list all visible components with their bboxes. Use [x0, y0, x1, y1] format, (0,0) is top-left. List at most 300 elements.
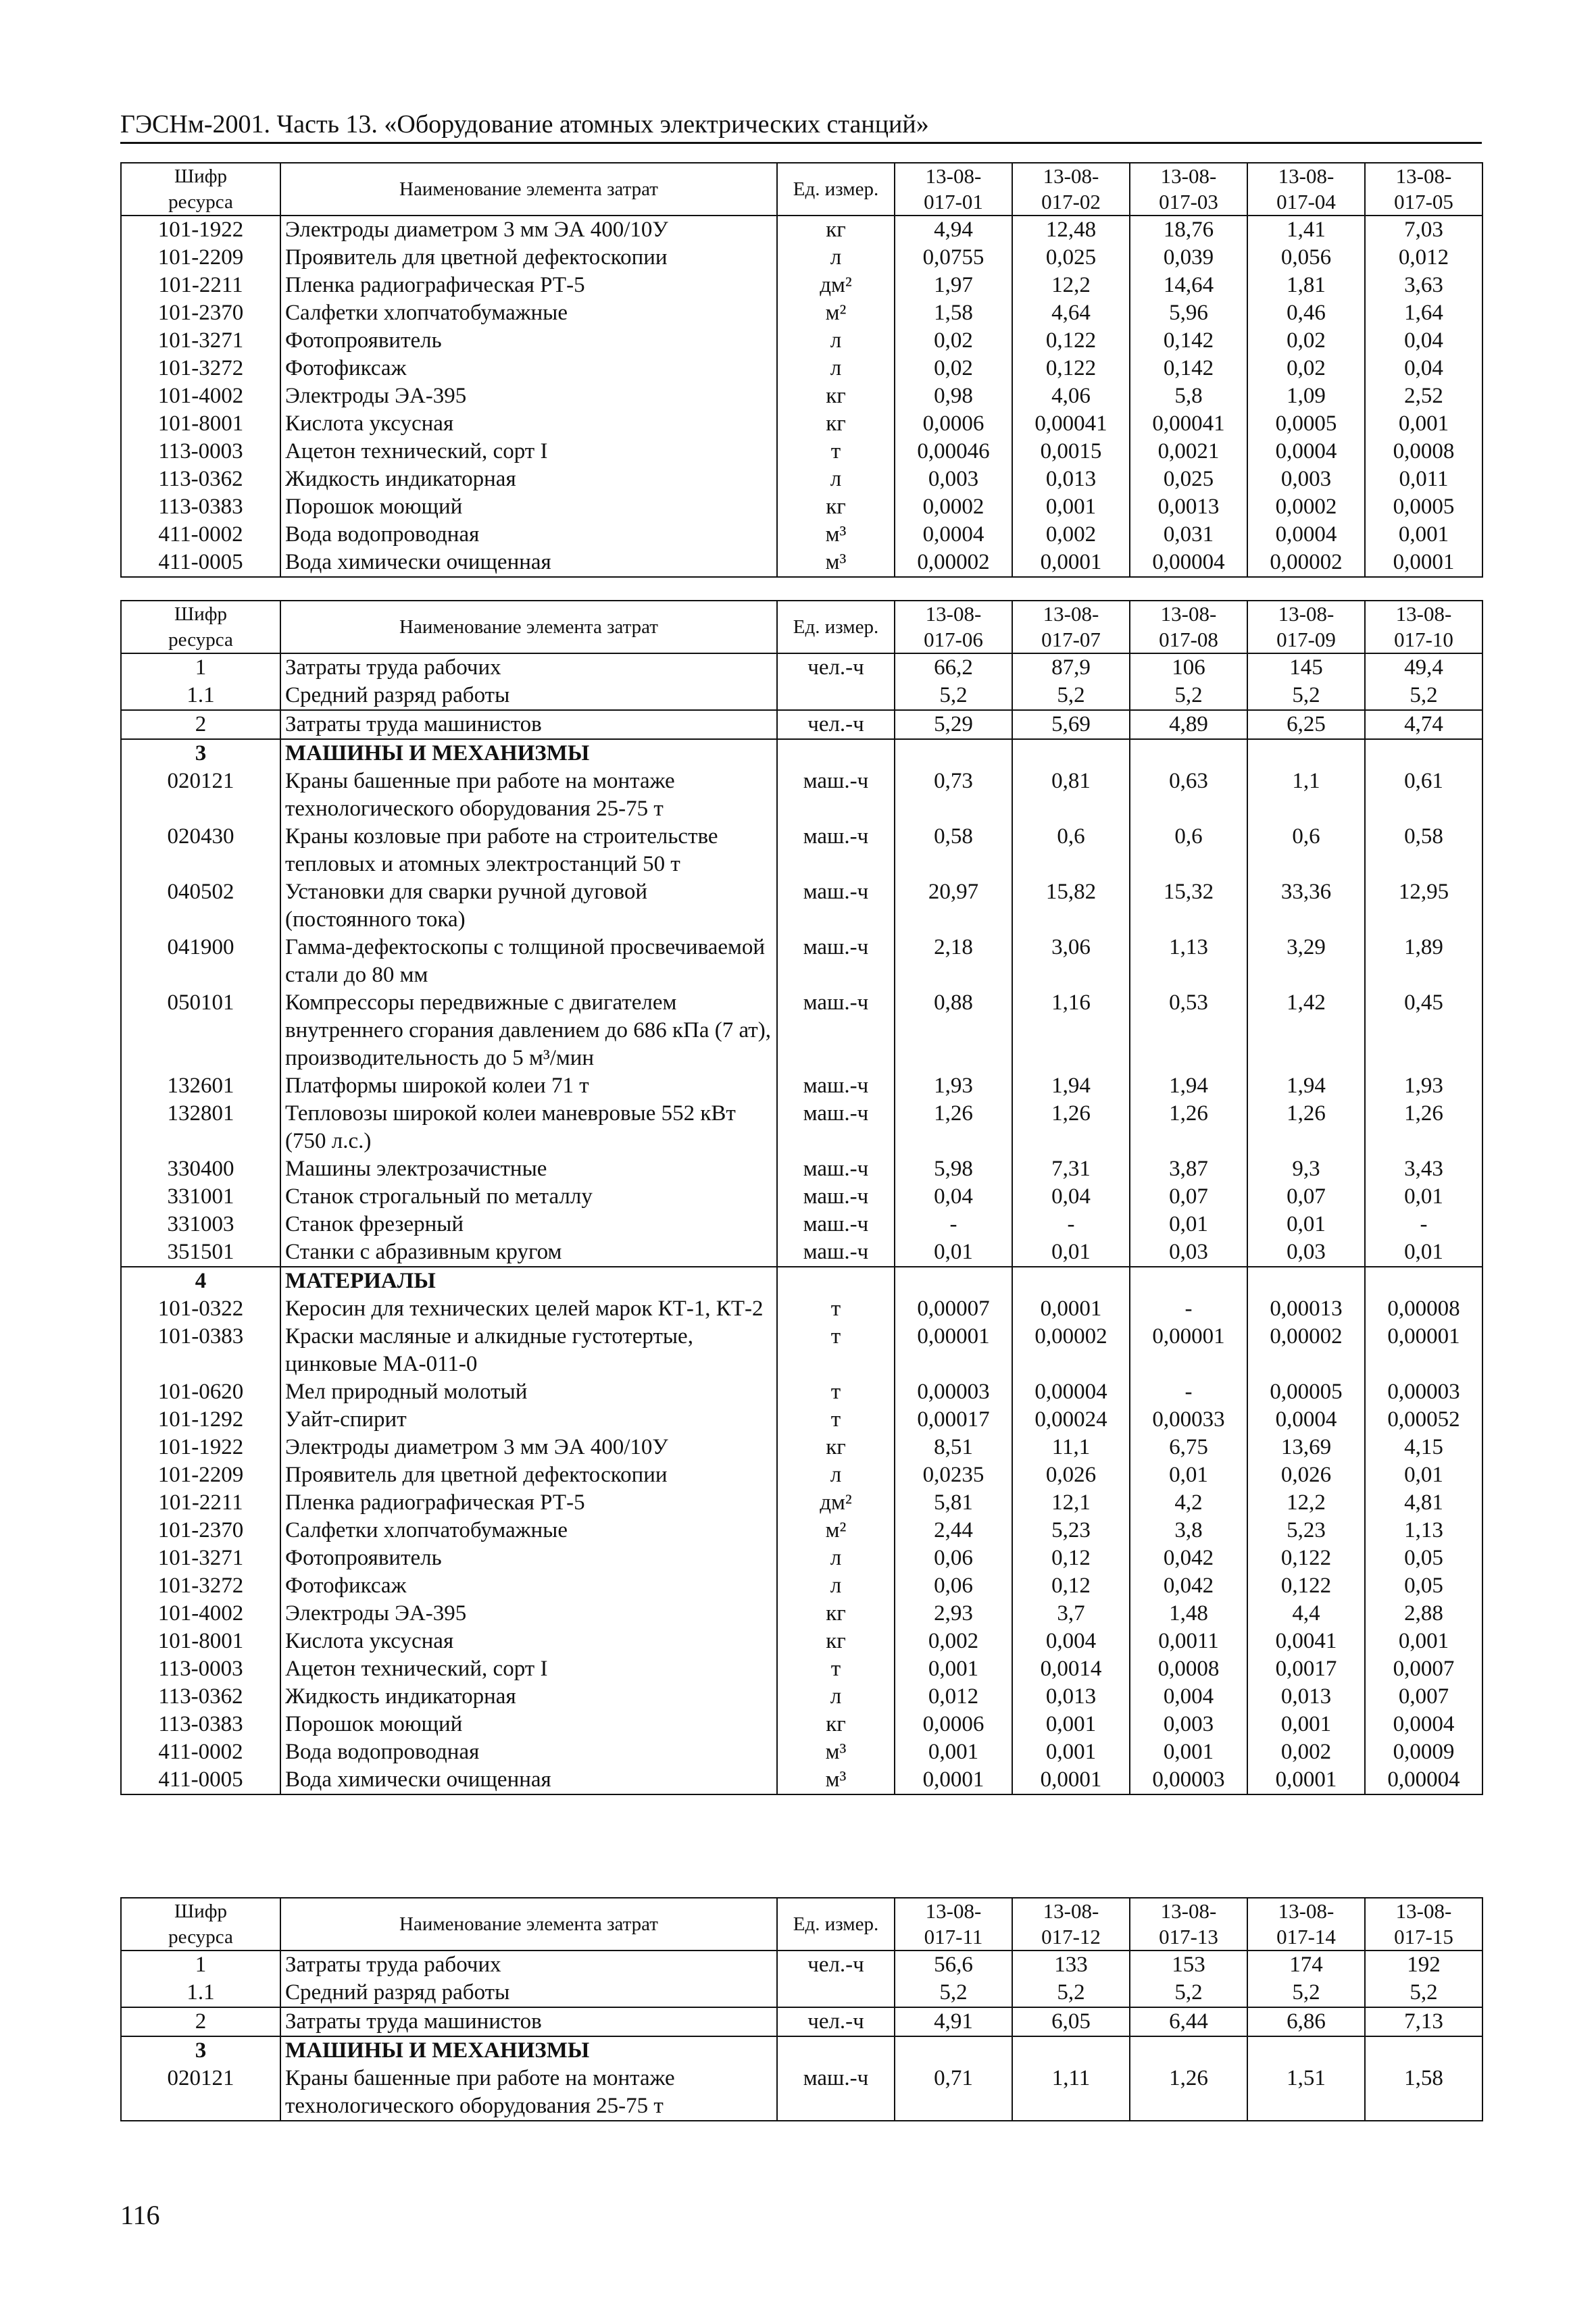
norm-value: 0,6 [1012, 823, 1130, 878]
norm-header-line1: 13-08- [1278, 1899, 1335, 1923]
norm-header-line2: 017-05 [1394, 190, 1453, 213]
norm-value: 0,0007 [1365, 1655, 1482, 1683]
norm-value: 7,31 [1012, 1155, 1130, 1183]
resource-code: 101-2211 [121, 272, 280, 299]
norm-column-header [1012, 1898, 1130, 1951]
cost-element-name: Электроды диаметром 3 мм ЭА 400/10У [280, 216, 777, 244]
norm-header-line2: 017-13 [1159, 1925, 1218, 1948]
unit-of-measure: маш.-ч [777, 1211, 895, 1238]
norm-value: 0,00003 [895, 1378, 1012, 1406]
norm-value [1365, 1267, 1482, 1295]
norm-value: 5,2 [1247, 1979, 1365, 2007]
unit-of-measure: маш.-ч [777, 768, 895, 823]
norm-value: 0,001 [1247, 1711, 1365, 1738]
norm-value: 0,0001 [1365, 549, 1482, 577]
unit-of-measure: маш.-ч [777, 1072, 895, 1100]
norm-value: 0,88 [895, 989, 1012, 1072]
norm-value: 0,007 [1365, 1683, 1482, 1711]
norm-value: 0,06 [895, 1572, 1012, 1600]
resource-code: 113-0003 [121, 1655, 280, 1683]
norm-value: 3,29 [1247, 934, 1365, 989]
norm-value: 1,16 [1012, 989, 1130, 1072]
norm-value: 174 [1247, 1951, 1365, 1979]
norm-value: 0,001 [1012, 493, 1130, 521]
code-header-line1: Шифр [174, 1901, 228, 1922]
norm-value: 1,26 [1130, 2065, 1247, 2121]
norm-value: 0,01 [1365, 1461, 1482, 1489]
table-row [121, 1489, 1482, 1517]
norm-value: 6,05 [1012, 2007, 1130, 2036]
norm-value: 0,0755 [895, 244, 1012, 272]
unit-column-header: Ед. измер. [777, 601, 895, 653]
resource-code: 113-0362 [121, 1683, 280, 1711]
cost-element-name: Компрессоры передвижные с двигателем внутреннего сгорания давлением до 686 кПа (7 ат), производительность до 5 м³/мин [280, 989, 777, 1072]
norm-value [1012, 2036, 1130, 2065]
norm-column-header [1247, 1898, 1365, 1951]
cost-element-name: Установки для сварки ручной дуговой (постоянного тока) [280, 878, 777, 934]
norm-value: 0,00041 [1130, 410, 1247, 438]
cost-element-name: Затраты труда машинистов [280, 2007, 777, 2036]
cost-element-name: Электроды ЭА-395 [280, 382, 777, 410]
norm-value: 192 [1365, 1951, 1482, 1979]
table-row [121, 1238, 1482, 1267]
norm-value: 0,00002 [1247, 1323, 1365, 1378]
table-row [121, 934, 1482, 989]
norm-header-line2: 017-15 [1394, 1925, 1453, 1948]
resource-code: 1 [121, 653, 280, 682]
norm-value: 5,2 [1365, 1979, 1482, 2007]
unit-of-measure: т [777, 1406, 895, 1434]
resource-code: 3 [121, 739, 280, 768]
resource-code: 1.1 [121, 1979, 280, 2007]
resource-code: 411-0005 [121, 1766, 280, 1794]
norm-value: 1,13 [1130, 934, 1247, 989]
cost-element-name: Фотопроявитель [280, 327, 777, 355]
norm-value: 12,1 [1012, 1489, 1130, 1517]
norm-value: 12,2 [1247, 1489, 1365, 1517]
table-row [121, 1711, 1482, 1738]
unit-of-measure: т [777, 438, 895, 466]
norm-value: 5,2 [1130, 1979, 1247, 2007]
norm-value: 5,81 [895, 1489, 1012, 1517]
norm-value: 0,0006 [895, 410, 1012, 438]
norm-value: 5,2 [1130, 682, 1247, 710]
resource-code: 113-0383 [121, 493, 280, 521]
resource-code: 113-0003 [121, 438, 280, 466]
cost-element-name: Затраты труда машинистов [280, 710, 777, 739]
norm-value: 0,73 [895, 768, 1012, 823]
norm-value: 7,03 [1365, 216, 1482, 244]
cost-element-name: Ацетон технический, сорт I [280, 1655, 777, 1683]
norm-value: 4,91 [895, 2007, 1012, 2036]
norm-column-header [1247, 601, 1365, 653]
unit-of-measure: маш.-ч [777, 2065, 895, 2121]
unit-of-measure [777, 682, 895, 710]
norm-value: 0,0001 [1012, 1766, 1130, 1794]
table-row [121, 1461, 1482, 1489]
norm-value: 0,00013 [1247, 1295, 1365, 1323]
norm-value: 0,0005 [1247, 410, 1365, 438]
norm-value: 2,88 [1365, 1600, 1482, 1628]
norm-value [1012, 1267, 1130, 1295]
norm-value: 0,01 [895, 1238, 1012, 1267]
norm-value: 6,75 [1130, 1434, 1247, 1461]
norm-header-line1: 13-08- [1043, 164, 1099, 188]
norm-value: 0,003 [895, 466, 1012, 493]
resource-code: 101-4002 [121, 382, 280, 410]
code-header-line1: Шифр [174, 603, 228, 625]
resource-code: 101-3271 [121, 1544, 280, 1572]
norm-value: 0,00008 [1365, 1295, 1482, 1323]
norm-value: 0,056 [1247, 244, 1365, 272]
norm-value: 0,58 [895, 823, 1012, 878]
norm-value: 0,002 [895, 1628, 1012, 1655]
norm-value: 12,48 [1012, 216, 1130, 244]
unit-of-measure: т [777, 1378, 895, 1406]
norm-value: 1,09 [1247, 382, 1365, 410]
norm-value: 0,031 [1130, 521, 1247, 549]
norms-table [120, 600, 1483, 1795]
norm-value: 0,0017 [1247, 1655, 1365, 1683]
code-column-header [121, 601, 280, 653]
norm-value: 4,94 [895, 216, 1012, 244]
norm-value: 0,00002 [895, 549, 1012, 577]
unit-of-measure: т [777, 1295, 895, 1323]
norm-value: 0,0011 [1130, 1628, 1247, 1655]
norm-value: 1,26 [895, 1100, 1012, 1155]
norm-value: 4,4 [1247, 1600, 1365, 1628]
norm-column-header [1247, 163, 1365, 216]
norm-value: 3,87 [1130, 1155, 1247, 1183]
table-row [121, 1628, 1482, 1655]
cost-element-name: МАШИНЫ И МЕХАНИЗМЫ [280, 739, 777, 768]
resource-code: 101-8001 [121, 1628, 280, 1655]
resource-code: 101-2211 [121, 1489, 280, 1517]
norm-value: 15,32 [1130, 878, 1247, 934]
unit-of-measure: л [777, 1572, 895, 1600]
code-header-line2: ресурса [168, 629, 233, 651]
table-row [121, 989, 1482, 1072]
norm-value: 0,58 [1365, 823, 1482, 878]
norm-column-header [895, 601, 1012, 653]
norm-value: 1,26 [1247, 1100, 1365, 1155]
cost-element-name: Вода химически очищенная [280, 549, 777, 577]
norm-header-line2: 017-11 [924, 1925, 983, 1948]
norm-header-line1: 13-08- [1160, 602, 1217, 626]
norm-value: 0,013 [1012, 466, 1130, 493]
norm-header-line1: 13-08- [1278, 602, 1335, 626]
norm-value: 0,02 [1247, 355, 1365, 382]
resource-table-2 [120, 600, 1482, 1795]
name-column-header: Наименование элемента затрат [280, 601, 777, 653]
unit-of-measure: маш.-ч [777, 934, 895, 989]
table-row [121, 1155, 1482, 1183]
table-row [121, 1544, 1482, 1572]
norm-value: 0,002 [1012, 521, 1130, 549]
norm-value: 0,0009 [1365, 1738, 1482, 1766]
unit-of-measure: т [777, 1655, 895, 1683]
resource-code: 132801 [121, 1100, 280, 1155]
norm-value: 1,48 [1130, 1600, 1247, 1628]
norm-value: - [1130, 1295, 1247, 1323]
unit-column-header: Ед. измер. [777, 1898, 895, 1951]
norm-value: 0,122 [1247, 1572, 1365, 1600]
norm-value: 2,18 [895, 934, 1012, 989]
table-row [121, 410, 1482, 438]
norm-value: 153 [1130, 1951, 1247, 1979]
unit-of-measure: дм² [777, 1489, 895, 1517]
norm-value: 0,0014 [1012, 1655, 1130, 1683]
norm-header-line1: 13-08- [1395, 1899, 1452, 1923]
table-row [121, 739, 1482, 768]
norm-value: 0,039 [1130, 244, 1247, 272]
norm-value: 0,0004 [1247, 438, 1365, 466]
norm-value: 0,01 [1247, 1211, 1365, 1238]
unit-of-measure: маш.-ч [777, 823, 895, 878]
cost-element-name: Станок фрезерный [280, 1211, 777, 1238]
unit-of-measure: маш.-ч [777, 1155, 895, 1183]
norm-value: 0,0002 [895, 493, 1012, 521]
norm-value: 0,0004 [1365, 1711, 1482, 1738]
resource-table-1 [120, 162, 1482, 578]
table-row [121, 1683, 1482, 1711]
table-row [121, 1600, 1482, 1628]
norm-header-line2: 017-14 [1276, 1925, 1336, 1948]
resource-code: 411-0005 [121, 549, 280, 577]
norm-value [1130, 1267, 1247, 1295]
table-row [121, 1766, 1482, 1794]
norm-value: 1,93 [895, 1072, 1012, 1100]
norm-value: 0,0002 [1247, 493, 1365, 521]
norm-value: 4,2 [1130, 1489, 1247, 1517]
norm-column-header [1365, 163, 1482, 216]
norm-value: 4,81 [1365, 1489, 1482, 1517]
cost-element-name: Салфетки хлопчатобумажные [280, 1517, 777, 1544]
norm-value: 0,001 [895, 1655, 1012, 1683]
norm-header-line1: 13-08- [1043, 1899, 1099, 1923]
table-row [121, 1406, 1482, 1434]
norm-value: 0,042 [1130, 1572, 1247, 1600]
norm-value: 0,142 [1130, 355, 1247, 382]
cost-element-name: Кислота уксусная [280, 1628, 777, 1655]
table-row [121, 1211, 1482, 1238]
norm-column-header [1130, 1898, 1247, 1951]
cost-element-name: Жидкость индикаторная [280, 1683, 777, 1711]
table-row [121, 2036, 1482, 2065]
norm-value: 1,58 [1365, 2065, 1482, 2121]
norm-value: 7,13 [1365, 2007, 1482, 2036]
unit-of-measure: м³ [777, 1766, 895, 1794]
unit-of-measure: маш.-ч [777, 1183, 895, 1211]
table-row [121, 710, 1482, 739]
norm-value: 5,98 [895, 1155, 1012, 1183]
norm-value: 0,00007 [895, 1295, 1012, 1323]
norm-value: 15,82 [1012, 878, 1130, 934]
norm-value: 0,04 [1365, 355, 1482, 382]
resource-code: 101-0620 [121, 1378, 280, 1406]
norm-value: 5,2 [1012, 1979, 1130, 2007]
cost-element-name: Электроды диаметром 3 мм ЭА 400/10У [280, 1434, 777, 1461]
cost-element-name: Гамма-дефектоскопы с толщиной просвечиваемой стали до 80 мм [280, 934, 777, 989]
table-header-row [121, 1898, 1482, 1951]
norm-header-line2: 017-09 [1276, 628, 1336, 651]
cost-element-name: Электроды ЭА-395 [280, 1600, 777, 1628]
cost-element-name: Кислота уксусная [280, 410, 777, 438]
norm-header-line2: 017-12 [1041, 1925, 1101, 1948]
norm-value: 1,42 [1247, 989, 1365, 1072]
norm-value: 0,025 [1130, 466, 1247, 493]
norm-value: 5,2 [895, 682, 1012, 710]
table-row [121, 299, 1482, 327]
cost-element-name: Проявитель для цветной дефектоскопии [280, 1461, 777, 1489]
norm-value: 0,00041 [1012, 410, 1130, 438]
cost-element-name: Порошок моющий [280, 493, 777, 521]
resource-code: 101-1292 [121, 1406, 280, 1434]
table-row [121, 1295, 1482, 1323]
cost-element-name: Ацетон технический, сорт I [280, 438, 777, 466]
cost-element-name: МАШИНЫ И МЕХАНИЗМЫ [280, 2036, 777, 2065]
norm-column-header [1012, 601, 1130, 653]
norm-value: 0,00003 [1365, 1378, 1482, 1406]
table-row [121, 438, 1482, 466]
norm-value: 3,7 [1012, 1600, 1130, 1628]
norm-value: 4,06 [1012, 382, 1130, 410]
unit-of-measure: дм² [777, 272, 895, 299]
resource-code: 020430 [121, 823, 280, 878]
norm-header-line2: 017-07 [1041, 628, 1101, 651]
norm-value: 0,81 [1012, 768, 1130, 823]
norm-value: 1,11 [1012, 2065, 1130, 2121]
norm-value: 0,013 [1012, 1683, 1130, 1711]
table-row [121, 1072, 1482, 1100]
resource-code: 3 [121, 2036, 280, 2065]
norm-value: 0,00004 [1130, 549, 1247, 577]
norm-header-line1: 13-08- [1043, 602, 1099, 626]
unit-of-measure: кг [777, 382, 895, 410]
norm-value: 145 [1247, 653, 1365, 682]
table-row [121, 244, 1482, 272]
unit-of-measure: м² [777, 1517, 895, 1544]
cost-element-name: Вода химически очищенная [280, 1766, 777, 1794]
norm-value: 8,51 [895, 1434, 1012, 1461]
norm-value: 0,00046 [895, 438, 1012, 466]
norm-value: 0,122 [1012, 327, 1130, 355]
resource-code: 101-2209 [121, 244, 280, 272]
cost-element-name: Средний разряд работы [280, 1979, 777, 2007]
norm-value: 0,0001 [1012, 549, 1130, 577]
cost-element-name: Уайт-спирит [280, 1406, 777, 1434]
table-row [121, 272, 1482, 299]
unit-of-measure: кг [777, 493, 895, 521]
norm-header-line2: 017-02 [1041, 190, 1101, 213]
cost-element-name: Пленка радиографическая РТ-5 [280, 1489, 777, 1517]
norm-value: 0,013 [1247, 1683, 1365, 1711]
norm-value: 1,13 [1365, 1517, 1482, 1544]
unit-of-measure: чел.-ч [777, 710, 895, 739]
norm-value: 106 [1130, 653, 1247, 682]
norm-value: 4,89 [1130, 710, 1247, 739]
norm-value: 0,6 [1247, 823, 1365, 878]
page-header: ГЭСНм-2001. Часть 13. «Оборудование атомных электрических станций» [120, 109, 1482, 144]
cost-element-name: Керосин для технических целей марок КТ-1, КТ-2 [280, 1295, 777, 1323]
unit-of-measure: м³ [777, 1738, 895, 1766]
code-header-line2: ресурса [168, 191, 233, 213]
unit-of-measure: м² [777, 299, 895, 327]
norm-header-line1: 13-08- [1160, 1899, 1217, 1923]
norm-value: 0,003 [1247, 466, 1365, 493]
unit-of-measure: кг [777, 216, 895, 244]
table-row [121, 382, 1482, 410]
table-row [121, 1655, 1482, 1683]
resource-code: 411-0002 [121, 521, 280, 549]
norm-value: - [1012, 1211, 1130, 1238]
resource-code: 101-8001 [121, 410, 280, 438]
norm-value [1012, 739, 1130, 768]
norm-value: 0,0021 [1130, 438, 1247, 466]
norm-value: 0,0004 [1247, 521, 1365, 549]
unit-of-measure: маш.-ч [777, 878, 895, 934]
norm-value [1247, 739, 1365, 768]
resource-code: 101-2370 [121, 299, 280, 327]
norm-value: 0,042 [1130, 1544, 1247, 1572]
cost-element-name: Фотопроявитель [280, 1544, 777, 1572]
norm-value: 0,001 [895, 1738, 1012, 1766]
resource-code: 101-3271 [121, 327, 280, 355]
unit-of-measure: чел.-ч [777, 1951, 895, 1979]
norm-value: 1,94 [1130, 1072, 1247, 1100]
table-row [121, 1100, 1482, 1155]
code-header-line2: ресурса [168, 1926, 233, 1948]
resource-code: 1 [121, 1951, 280, 1979]
norm-value: 0,001 [1012, 1738, 1130, 1766]
norm-value: 0,01 [1365, 1183, 1482, 1211]
unit-of-measure [777, 739, 895, 768]
norm-value: 0,01 [1130, 1461, 1247, 1489]
norm-value: 0,0041 [1247, 1628, 1365, 1655]
norm-value: 3,8 [1130, 1517, 1247, 1544]
cost-element-name: Станок строгальный по металлу [280, 1183, 777, 1211]
unit-of-measure: кг [777, 1628, 895, 1655]
norm-value: 0,04 [1012, 1183, 1130, 1211]
norm-value: 0,122 [1247, 1544, 1365, 1572]
norm-value: 0,0004 [1247, 1406, 1365, 1434]
norm-value: 20,97 [895, 878, 1012, 934]
norm-value: 12,2 [1012, 272, 1130, 299]
norm-value: 11,1 [1012, 1434, 1130, 1461]
norm-value: 0,026 [1012, 1461, 1130, 1489]
norm-value: 5,8 [1130, 382, 1247, 410]
norm-value: 0,46 [1247, 299, 1365, 327]
cost-element-name: Средний разряд работы [280, 682, 777, 710]
norm-value: 0,02 [1247, 327, 1365, 355]
norm-value: 0,025 [1012, 244, 1130, 272]
table-row [121, 521, 1482, 549]
norm-value: 0,02 [895, 355, 1012, 382]
cost-element-name: Затраты труда рабочих [280, 1951, 777, 1979]
table-row [121, 327, 1482, 355]
norm-value: 0,00024 [1012, 1406, 1130, 1434]
unit-of-measure: т [777, 1323, 895, 1378]
norm-value: 0,001 [1365, 410, 1482, 438]
norm-value: 87,9 [1012, 653, 1130, 682]
table-row [121, 1572, 1482, 1600]
norm-column-header [1012, 163, 1130, 216]
norm-value: 0,004 [1012, 1628, 1130, 1655]
resource-code: 331003 [121, 1211, 280, 1238]
code-column-header [121, 163, 280, 216]
norm-value: 0,02 [895, 327, 1012, 355]
norm-column-header [895, 1898, 1012, 1951]
